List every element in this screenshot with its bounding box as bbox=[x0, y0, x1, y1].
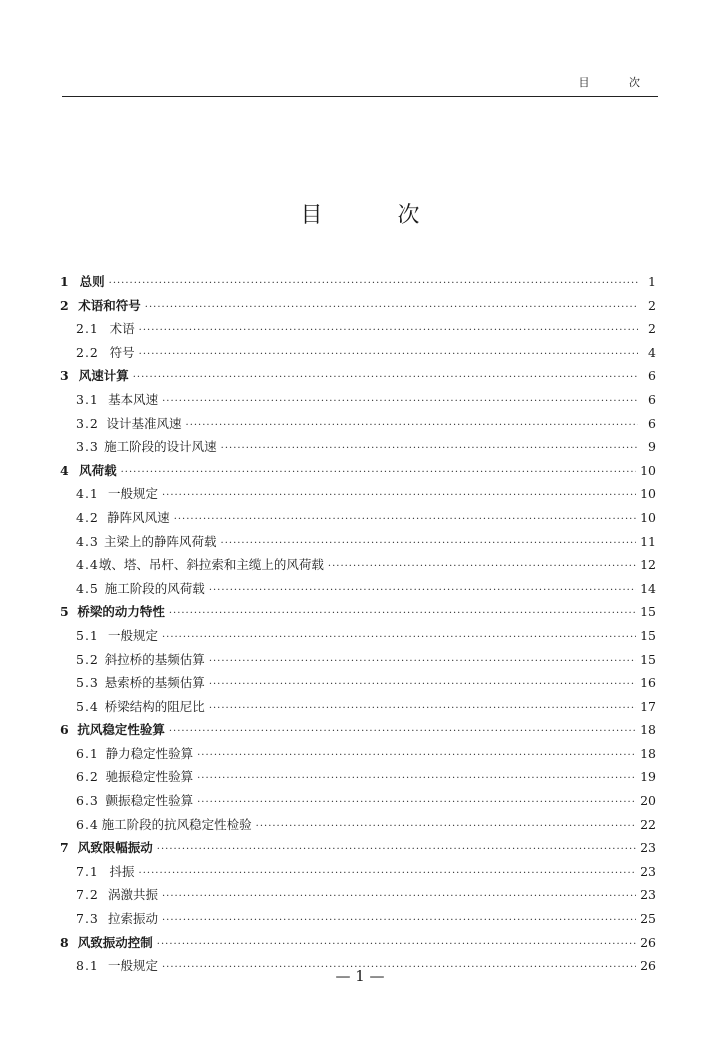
page-number: — 1 — bbox=[335, 967, 385, 985]
table-of-contents bbox=[58, 272, 656, 980]
toc-section-entry[interactable] bbox=[58, 885, 656, 909]
toc-entry-number: 7.2 bbox=[76, 887, 99, 903]
toc-entry-title: 基本风速 bbox=[108, 391, 159, 407]
toc-entry-page-number: 26 bbox=[640, 958, 656, 974]
toc-entry-page-number: 18 bbox=[640, 745, 656, 761]
toc-entry-number: 2 bbox=[60, 297, 69, 313]
dot-leader bbox=[169, 726, 636, 737]
toc-entry-title: 涡激共振 bbox=[107, 887, 158, 903]
toc-section-entry[interactable] bbox=[58, 484, 656, 508]
toc-section-entry[interactable] bbox=[58, 555, 656, 579]
toc-entry-number: 4.1 bbox=[76, 486, 99, 502]
toc-section-entry[interactable] bbox=[58, 791, 656, 815]
toc-entry-title: 符号 bbox=[109, 344, 135, 360]
toc-entry-page-number: 1 bbox=[648, 274, 656, 289]
dot-leader bbox=[209, 679, 636, 690]
toc-entry-page-number: 10 bbox=[640, 462, 656, 478]
toc-chapter-entry[interactable] bbox=[58, 838, 656, 862]
toc-entry-number: 8.1 bbox=[76, 958, 99, 974]
toc-entry-page-number: 23 bbox=[640, 840, 656, 856]
dot-leader bbox=[328, 561, 636, 572]
dot-leader bbox=[186, 420, 638, 431]
toc-section-entry[interactable] bbox=[58, 909, 656, 933]
toc-entry-page-number: 10 bbox=[640, 509, 656, 525]
toc-entry-page-number: 2 bbox=[648, 297, 656, 313]
dot-leader bbox=[157, 844, 636, 855]
toc-entry-number: 3.1 bbox=[76, 391, 99, 407]
toc-entry-number: 5 bbox=[60, 604, 69, 620]
toc-entry-number: 6.3 bbox=[76, 793, 99, 809]
toc-entry-number: 7.1 bbox=[76, 863, 99, 879]
toc-section-entry[interactable] bbox=[58, 862, 656, 886]
toc-entry-page-number: 17 bbox=[640, 698, 656, 714]
toc-section-entry[interactable] bbox=[58, 319, 656, 343]
dot-leader bbox=[162, 396, 638, 407]
toc-section-entry[interactable] bbox=[58, 650, 656, 674]
toc-entry-title: 术语 bbox=[109, 321, 135, 337]
toc-entry-page-number: 10 bbox=[640, 486, 656, 502]
toc-entry-page-number: 16 bbox=[640, 675, 656, 691]
toc-entry-number: 3.2 bbox=[76, 415, 99, 431]
page-title: 目 次 bbox=[300, 203, 454, 228]
dot-leader bbox=[209, 656, 636, 667]
toc-entry-number: 5.3 bbox=[76, 675, 99, 691]
dot-leader bbox=[145, 302, 638, 313]
toc-entry-number: 6.4 bbox=[76, 816, 99, 832]
toc-entry-title: 总则 bbox=[79, 274, 105, 289]
toc-entry-page-number: 12 bbox=[640, 557, 656, 573]
toc-entry-page-number: 14 bbox=[640, 580, 656, 596]
dot-leader bbox=[139, 325, 638, 336]
toc-entry-page-number: 15 bbox=[640, 627, 656, 643]
toc-entry-number: 6.2 bbox=[76, 769, 99, 785]
toc-chapter-entry[interactable] bbox=[58, 272, 656, 296]
toc-section-entry[interactable] bbox=[58, 697, 656, 721]
dot-leader bbox=[162, 632, 636, 643]
toc-entry-number: 5.2 bbox=[76, 651, 99, 667]
toc-section-entry[interactable] bbox=[58, 532, 656, 556]
toc-chapter-entry[interactable] bbox=[58, 720, 656, 744]
toc-entry-page-number: 9 bbox=[648, 439, 656, 455]
toc-entry-page-number: 25 bbox=[640, 911, 656, 927]
toc-section-entry[interactable] bbox=[58, 626, 656, 650]
running-head: 目 次 bbox=[578, 76, 658, 89]
toc-section-entry[interactable] bbox=[58, 767, 656, 791]
toc-entry-title: 桥梁结构的阻尼比 bbox=[104, 698, 205, 714]
toc-entry-title: 静力稳定性验算 bbox=[105, 745, 194, 761]
toc-entry-title: 施工阶段的设计风速 bbox=[104, 439, 217, 455]
toc-section-entry[interactable] bbox=[58, 673, 656, 697]
toc-section-entry[interactable] bbox=[58, 343, 656, 367]
toc-entry-title: 风致振动控制 bbox=[77, 934, 153, 950]
toc-entry-page-number: 4 bbox=[648, 344, 656, 360]
toc-entry-title: 桥梁的动力特性 bbox=[77, 604, 165, 620]
toc-entry-page-number: 19 bbox=[640, 769, 656, 785]
toc-section-entry[interactable] bbox=[58, 437, 656, 461]
toc-chapter-entry[interactable] bbox=[58, 933, 656, 957]
toc-entry-number: 1 bbox=[60, 274, 69, 289]
toc-section-entry[interactable] bbox=[58, 414, 656, 438]
toc-entry-page-number: 6 bbox=[648, 391, 656, 407]
toc-entry-title: 抖振 bbox=[109, 863, 135, 879]
toc-chapter-entry[interactable] bbox=[58, 366, 656, 390]
toc-chapter-entry[interactable] bbox=[58, 296, 656, 320]
toc-entry-title: 术语和符号 bbox=[78, 297, 141, 313]
toc-entry-page-number: 18 bbox=[640, 722, 656, 738]
dot-leader bbox=[169, 608, 636, 619]
toc-section-entry[interactable] bbox=[58, 390, 656, 414]
dot-leader bbox=[162, 891, 636, 902]
toc-entry-number: 2.2 bbox=[76, 344, 99, 360]
toc-entry-title: 悬索桥的基频估算 bbox=[104, 675, 205, 691]
toc-entry-page-number: 22 bbox=[640, 816, 656, 832]
dot-leader bbox=[121, 467, 636, 478]
toc-entry-number: 4.4 bbox=[76, 557, 99, 573]
toc-section-entry[interactable] bbox=[58, 579, 656, 603]
toc-entry-title: 风速计算 bbox=[78, 368, 129, 384]
dot-leader bbox=[221, 538, 637, 549]
dot-leader bbox=[209, 703, 636, 714]
toc-section-entry[interactable] bbox=[58, 508, 656, 532]
toc-entry-title: 设计基准风速 bbox=[106, 415, 182, 431]
dot-leader bbox=[162, 490, 636, 501]
toc-entry-number: 8 bbox=[60, 934, 69, 950]
toc-entry-page-number: 6 bbox=[648, 368, 656, 384]
toc-entry-page-number: 2 bbox=[648, 321, 656, 337]
toc-chapter-entry[interactable] bbox=[58, 602, 656, 626]
toc-entry-page-number: 26 bbox=[640, 934, 656, 950]
dot-leader bbox=[139, 868, 637, 879]
dot-leader bbox=[221, 443, 638, 454]
toc-section-entry[interactable] bbox=[58, 815, 656, 839]
dot-leader bbox=[157, 939, 636, 950]
toc-entry-page-number: 15 bbox=[640, 604, 656, 620]
toc-entry-title: 主梁上的静阵风荷载 bbox=[104, 533, 217, 549]
toc-entry-title: 风荷载 bbox=[79, 462, 117, 478]
toc-entry-title: 墩、塔、吊杆、斜拉索和主缆上的风荷载 bbox=[98, 557, 324, 573]
toc-entry-number: 4 bbox=[60, 462, 69, 478]
toc-entry-title: 施工阶段的风荷载 bbox=[104, 580, 205, 596]
dot-leader bbox=[162, 915, 636, 926]
toc-entry-page-number: 6 bbox=[648, 415, 656, 431]
toc-entry-number: 4.5 bbox=[76, 580, 99, 596]
toc-entry-number: 3.3 bbox=[76, 439, 99, 455]
dot-leader bbox=[139, 349, 638, 360]
dot-leader bbox=[209, 585, 636, 596]
dot-leader bbox=[197, 797, 636, 808]
toc-entry-title: 风致限幅振动 bbox=[77, 840, 153, 856]
toc-entry-title: 一般规定 bbox=[107, 627, 158, 643]
toc-entry-title: 抗风稳定性验算 bbox=[77, 722, 165, 738]
dot-leader bbox=[256, 821, 636, 832]
toc-section-entry[interactable] bbox=[58, 744, 656, 768]
toc-entry-number: 7 bbox=[60, 840, 69, 856]
toc-entry-number: 4.2 bbox=[76, 509, 99, 525]
toc-entry-page-number: 23 bbox=[640, 863, 656, 879]
toc-entry-title: 斜拉桥的基频估算 bbox=[104, 651, 205, 667]
toc-entry-number: 6 bbox=[60, 722, 69, 738]
toc-entry-number: 5.1 bbox=[76, 627, 99, 643]
toc-entry-number: 3 bbox=[60, 368, 69, 384]
toc-entry-title: 一般规定 bbox=[107, 486, 158, 502]
toc-entry-title: 拉索振动 bbox=[107, 911, 158, 927]
toc-entry-title: 颤振稳定性验算 bbox=[105, 793, 194, 809]
dot-leader bbox=[197, 773, 636, 784]
toc-entry-number: 2.1 bbox=[76, 321, 99, 337]
toc-chapter-entry[interactable] bbox=[58, 461, 656, 485]
toc-entry-number: 6.1 bbox=[76, 745, 99, 761]
toc-entry-title: 驰振稳定性验算 bbox=[105, 769, 194, 785]
header-rule bbox=[62, 96, 658, 97]
toc-entry-page-number: 15 bbox=[640, 651, 656, 667]
toc-entry-number: 4.3 bbox=[76, 533, 99, 549]
dot-leader bbox=[174, 514, 636, 525]
toc-entry-title: 静阵风风速 bbox=[107, 509, 170, 525]
toc-entry-title: 施工阶段的抗风稳定性检验 bbox=[101, 816, 252, 832]
dot-leader bbox=[197, 750, 636, 761]
dot-leader bbox=[133, 372, 638, 383]
toc-entry-number: 5.4 bbox=[76, 698, 99, 714]
toc-entry-page-number: 20 bbox=[640, 793, 656, 809]
toc-entry-title: 一般规定 bbox=[107, 958, 158, 974]
toc-entry-page-number: 11 bbox=[640, 533, 656, 549]
toc-entry-number: 7.3 bbox=[76, 911, 99, 927]
toc-entry-page-number: 23 bbox=[640, 887, 656, 903]
dot-leader bbox=[109, 278, 638, 289]
